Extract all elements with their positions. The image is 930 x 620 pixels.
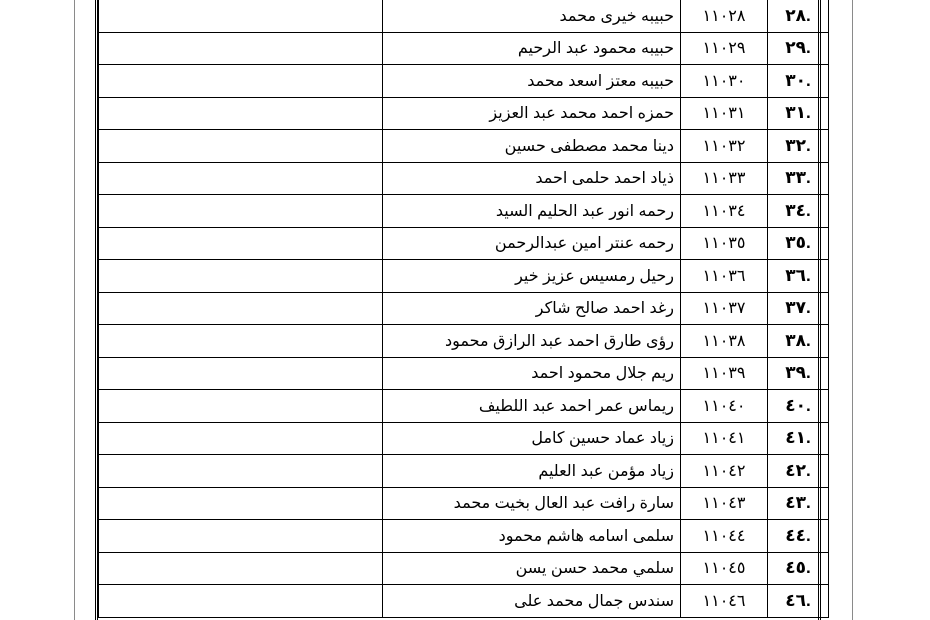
student-code: ١١٠٤٢ [681, 455, 768, 488]
student-code: ١١٠٤٣ [681, 487, 768, 520]
student-name: رحمه عنتر امين عبدالرحمن [383, 227, 681, 260]
page-border-left [74, 0, 75, 620]
student-code: ١١٠٤١ [681, 422, 768, 455]
student-rows [99, 0, 829, 617]
table-row [99, 97, 829, 130]
student-code: ١١٠٣٨ [681, 325, 768, 358]
row-number: .٣٦ [768, 260, 829, 293]
empty-cell [99, 487, 383, 520]
row-number: .٤٢ [768, 455, 829, 488]
table-row [99, 0, 829, 32]
row-number: .٤١ [768, 422, 829, 455]
empty-cell [99, 422, 383, 455]
empty-cell [99, 0, 383, 32]
row-number: .٤٤ [768, 520, 829, 553]
student-name: سندس جمال محمد على [383, 585, 681, 618]
row-number: .٤٠ [768, 390, 829, 423]
student-name: رحيل رمسيس عزيز خير [383, 260, 681, 293]
row-number: .٤٣ [768, 487, 829, 520]
row-number: .٣٧ [768, 292, 829, 325]
student-name: حبيبه محمود عبد الرحيم [383, 32, 681, 65]
student-name: حبيبه خيرى محمد [383, 0, 681, 32]
row-number: .٤٦ [768, 585, 829, 618]
student-code: ١١٠٤٥ [681, 552, 768, 585]
empty-cell [99, 455, 383, 488]
empty-cell [99, 195, 383, 228]
student-name: سلمى اسامه هاشم محمود [383, 520, 681, 553]
row-number: .٣٢ [768, 130, 829, 163]
empty-cell [99, 162, 383, 195]
empty-cell [99, 32, 383, 65]
empty-cell [99, 227, 383, 260]
row-number: .٤٥ [768, 552, 829, 585]
student-name: ريماس عمر احمد عبد اللطيف [383, 390, 681, 423]
student-code: ١١٠٤٤ [681, 520, 768, 553]
row-number: .٣١ [768, 97, 829, 130]
table-row [99, 260, 829, 293]
table-row [99, 195, 829, 228]
table-row [99, 520, 829, 553]
table-row [99, 130, 829, 163]
row-number: .٢٨ [768, 0, 829, 32]
table-row [99, 585, 829, 618]
row-number: .٣٣ [768, 162, 829, 195]
row-number: .٣٠ [768, 65, 829, 98]
student-code: ١١٠٤٠ [681, 390, 768, 423]
table-row [99, 422, 829, 455]
table-row [99, 390, 829, 423]
empty-cell [99, 292, 383, 325]
student-name: ذياد احمد حلمى احمد [383, 162, 681, 195]
student-name: رغد احمد صالح شاكر [383, 292, 681, 325]
empty-cell [99, 390, 383, 423]
student-name: حمزه احمد محمد عبد العزيز [383, 97, 681, 130]
student-code: ١١٠٣٤ [681, 195, 768, 228]
student-code: ١١٠٣٧ [681, 292, 768, 325]
student-code: ١١٠٣١ [681, 97, 768, 130]
table-row [99, 357, 829, 390]
empty-cell [99, 325, 383, 358]
empty-cell [99, 552, 383, 585]
row-number: .٣٥ [768, 227, 829, 260]
page-border-right [852, 0, 853, 620]
student-code: ١١٠٤٦ [681, 585, 768, 618]
student-name: سلمي محمد حسن يسن [383, 552, 681, 585]
empty-cell [99, 97, 383, 130]
student-name: زياد عماد حسين كامل [383, 422, 681, 455]
student-code: ١١٠٢٨ [681, 0, 768, 32]
table-row [99, 455, 829, 488]
table-row [99, 552, 829, 585]
student-name: ريم جلال محمود احمد [383, 357, 681, 390]
student-code: ١١٠٣٦ [681, 260, 768, 293]
table-row [99, 32, 829, 65]
empty-cell [99, 357, 383, 390]
row-number: .٣٨ [768, 325, 829, 358]
row-number: .٣٤ [768, 195, 829, 228]
student-name: سارة رافت عبد العال بخيت محمد [383, 487, 681, 520]
empty-cell [99, 520, 383, 553]
table-row [99, 162, 829, 195]
table-row [99, 325, 829, 358]
student-name: زياد مؤمن عبد العليم [383, 455, 681, 488]
student-code: ١١٠٣٠ [681, 65, 768, 98]
student-code: ١١٠٣٢ [681, 130, 768, 163]
student-code: ١١٠٢٩ [681, 32, 768, 65]
empty-cell [99, 585, 383, 618]
table-row [99, 65, 829, 98]
student-name: رؤى طارق احمد عبد الرازق محمود [383, 325, 681, 358]
empty-cell [99, 260, 383, 293]
student-code: ١١٠٣٩ [681, 357, 768, 390]
table-row [99, 487, 829, 520]
table-row [99, 292, 829, 325]
student-name: حبيبه معتز اسعد محمد [383, 65, 681, 98]
student-name: دينا محمد مصطفى حسين [383, 130, 681, 163]
student-name: رحمه انور عبد الحليم السيد [383, 195, 681, 228]
student-code: ١١٠٣٣ [681, 162, 768, 195]
student-table [98, 0, 829, 618]
table-row [99, 227, 829, 260]
empty-cell [99, 130, 383, 163]
empty-cell [99, 65, 383, 98]
row-number: .٢٩ [768, 32, 829, 65]
row-number: .٣٩ [768, 357, 829, 390]
student-code: ١١٠٣٥ [681, 227, 768, 260]
